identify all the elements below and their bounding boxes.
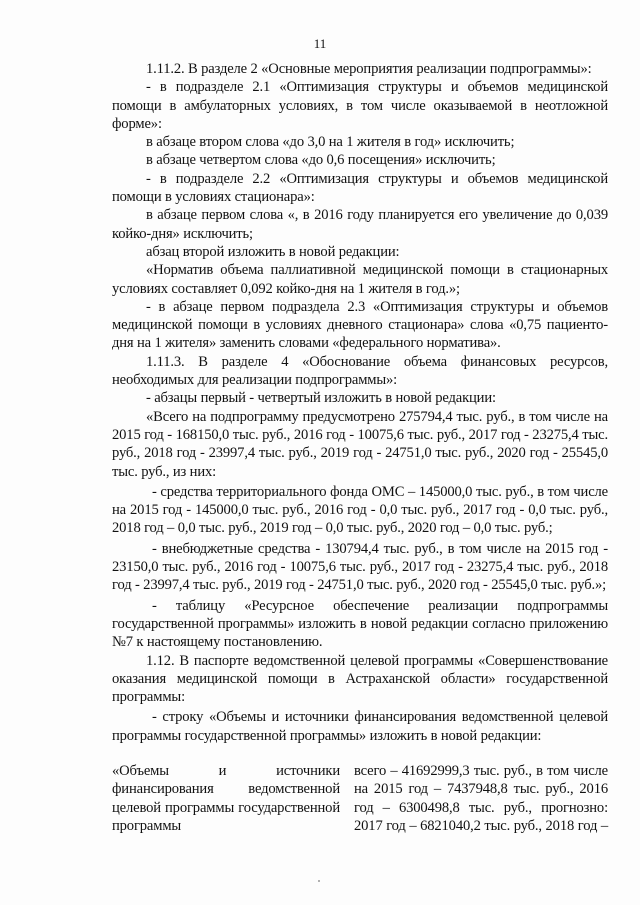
paragraph-new-edition-intro: абзац второй изложить в новой редакции: (146, 243, 400, 260)
paragraph-extrabudget-funds: - внебюджетные средства - 130794,4 тыс. руб., в том числе на 2015 год - 23150,0 тыс. руб., 2016 год - 10075,6 тыс. руб., 2017 год - 23275,4 тыс. руб., 2018 год - 23997,4 тыс. руб., 2019 год - 24751,0 тыс. руб., 2020 год - 25545,0 тыс. руб.»; (112, 540, 608, 594)
body-text (112, 60, 608, 745)
funding-row-value: всего – 41692999,3 тыс. руб., в том числе на 2015 год – 7437948,8 тыс. руб., 2016 год – 6300498,8 тыс. руб., прогнозно: 2017 год – 6821040,2 тыс. руб., 2018 год – (354, 763, 608, 834)
funding-row-label: «Объемы и источники финансирования ведомственной целевой программы государственной программы (112, 763, 340, 834)
paragraph-subsection-2-1: - в подразделе 2.1 «Оптимизация структуры и объемов медицинской помощи в амбулаторных условиях, в том числе оказываемой в неотложной форме»: (112, 79, 608, 132)
paragraph-subsection-2-2: - в подразделе 2.2 «Оптимизация структуры и объемов медицинской помощи в условиях стационара»: (112, 170, 608, 206)
paragraph-palliative-norm: «Норматив объема паллиативной медицинской помощи в стационарных условиях составляет 0,092 койко-дня на 1 жителя в год.»; (112, 262, 608, 297)
paragraph-second-abzac: в абзаце втором слова «до 3,0 на 1 жителя в год» исключить; (146, 134, 515, 151)
paragraph-first-abzac: в абзаце первом слова «, в 2016 году планируется его увеличение до 0,039 койко-дня» исключить; (112, 207, 608, 242)
paragraph-resource-table: - таблицу «Ресурсное обеспечение реализации подпрограммы государственной программы» изложить в новой редакции согласно приложению №7 к настоящему постановлению. (112, 597, 608, 651)
funding-table-row (112, 762, 608, 835)
paragraph-1-11-3: 1.11.3. В разделе 4 «Обоснование объема финансовых ресурсов, необходимых для реализации подпрограммы»: (112, 353, 608, 389)
scan-speck (318, 880, 320, 882)
paragraph-1-11-2: 1.11.2. В разделе 2 «Основные мероприятия реализации подпрограммы»: (146, 61, 592, 77)
paragraph-funding-row-intro: - строку «Объемы и источники финансирования ведомственной целевой программы государственной программы» изложить в новой редакции: (112, 709, 608, 744)
page-number: 11 (313, 36, 327, 51)
paragraph-fourth-abzac: в абзаце четвертом слова «до 0,6 посещения» исключить; (146, 152, 496, 169)
paragraph-total-funding: «Всего на подпрограмму предусмотрено 275794,4 тыс. руб., в том числе на 2015 год - 168150,0 тыс. руб., 2016 год - 10075,6 тыс. руб., 2017 год - 23275,4 тыс. руб., 2018 год - 23997,4 тыс. руб., 2019 год - 24751,0 тыс. руб., 2020 год - 25545,0 тыс. руб., из них: (112, 408, 608, 480)
paragraph-oms-funds: - средства территориального фонда ОМС – 145000,0 тыс. руб., в том числе на 2015 год - 145000,0 тыс. руб., 2016 год - 0,0 тыс. руб., 2017 год - 0,0 тыс. руб., 2018 год – 0,0 тыс. руб., 2019 год – 0,0 тыс. руб., 2020 год – 0,0 тыс. руб.; (112, 483, 608, 537)
paragraph-1-12: 1.12. В паспорте ведомственной целевой программы «Совершенствование оказания медицинской помощи в Астраханской области» государственной программы: (112, 652, 608, 706)
paragraph-abzacs-1-4: - абзацы первый - четвертый изложить в новой редакции: (146, 390, 496, 407)
paragraph-subsection-2-3: - в абзаце первом подраздела 2.3 «Оптимизация структуры и объемов медицинской помощи в условиях дневного стационара» слова «0,75 пациенто-дня на 1 жителя» заменить словами «федерального норматива». (112, 298, 608, 352)
